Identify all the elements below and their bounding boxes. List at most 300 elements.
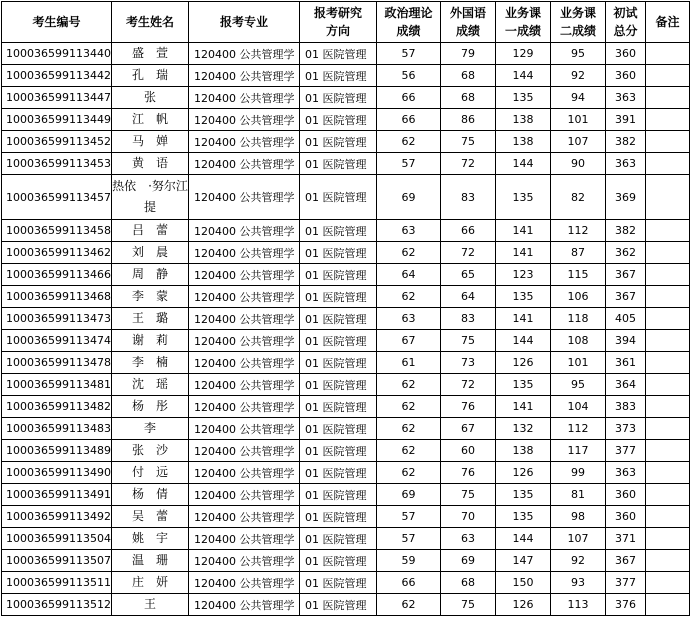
header-total <box>605 2 645 43</box>
politics-score: 62 <box>376 131 440 153</box>
table-row <box>2 550 690 572</box>
total-score: 363 <box>605 87 645 109</box>
candidate-name: 谢 莉 <box>111 330 188 352</box>
research-direction: 01 医院管理 <box>299 550 376 572</box>
course1-score: 132 <box>495 418 550 440</box>
candidate-name: 杨 彤 <box>111 396 188 418</box>
candidate-id: 100036599113453 <box>2 153 112 175</box>
remark <box>645 131 689 153</box>
remark <box>645 153 689 175</box>
politics-score: 62 <box>376 440 440 462</box>
major: 120400 公共管理学 <box>188 550 299 572</box>
candidate-id: 100036599113512 <box>2 594 112 616</box>
candidate-id: 100036599113482 <box>2 396 112 418</box>
foreign-language-score: 72 <box>440 374 495 396</box>
table-row <box>2 109 690 131</box>
candidate-name: 张 <box>111 87 188 109</box>
course1-score: 126 <box>495 352 550 374</box>
course1-score: 135 <box>495 175 550 220</box>
header-direction-line2: 方向 <box>325 24 350 38</box>
candidate-name: 李 <box>111 418 188 440</box>
candidate-id: 100036599113492 <box>2 506 112 528</box>
course2-score: 94 <box>550 87 605 109</box>
major: 120400 公共管理学 <box>188 175 299 220</box>
remark <box>645 87 689 109</box>
header-foreign-line2: 成绩 <box>455 24 480 38</box>
candidate-name: 江 帆 <box>111 109 188 131</box>
remark <box>645 396 689 418</box>
course2-score: 82 <box>550 175 605 220</box>
remark <box>645 374 689 396</box>
course1-score: 141 <box>495 220 550 242</box>
politics-score: 69 <box>376 484 440 506</box>
politics-score: 62 <box>376 374 440 396</box>
research-direction: 01 医院管理 <box>299 220 376 242</box>
course1-score: 135 <box>495 286 550 308</box>
total-score: 369 <box>605 175 645 220</box>
major: 120400 公共管理学 <box>188 418 299 440</box>
candidate-id: 100036599113511 <box>2 572 112 594</box>
major: 120400 公共管理学 <box>188 87 299 109</box>
course1-score: 141 <box>495 308 550 330</box>
remark <box>645 352 689 374</box>
candidate-name: 庄 妍 <box>111 572 188 594</box>
candidate-name: 杨 倩 <box>111 484 188 506</box>
research-direction: 01 医院管理 <box>299 396 376 418</box>
foreign-language-score: 75 <box>440 131 495 153</box>
foreign-language-score: 73 <box>440 352 495 374</box>
foreign-language-score: 69 <box>440 550 495 572</box>
total-score: 362 <box>605 242 645 264</box>
table-row <box>2 462 690 484</box>
table-row <box>2 484 690 506</box>
research-direction: 01 医院管理 <box>299 352 376 374</box>
major: 120400 公共管理学 <box>188 352 299 374</box>
total-score: 360 <box>605 506 645 528</box>
header-politics <box>376 2 440 43</box>
research-direction: 01 医院管理 <box>299 131 376 153</box>
research-direction: 01 医院管理 <box>299 462 376 484</box>
foreign-language-score: 75 <box>440 594 495 616</box>
major: 120400 公共管理学 <box>188 484 299 506</box>
course2-score: 99 <box>550 462 605 484</box>
header-direction <box>299 2 376 43</box>
table-row <box>2 374 690 396</box>
header-total-line2: 总分 <box>613 24 638 38</box>
total-score: 371 <box>605 528 645 550</box>
header-foreign <box>440 2 495 43</box>
course2-score: 87 <box>550 242 605 264</box>
major: 120400 公共管理学 <box>188 308 299 330</box>
total-score: 382 <box>605 131 645 153</box>
politics-score: 66 <box>376 87 440 109</box>
major: 120400 公共管理学 <box>188 264 299 286</box>
research-direction: 01 医院管理 <box>299 440 376 462</box>
research-direction: 01 医院管理 <box>299 506 376 528</box>
candidate-id: 100036599113442 <box>2 65 112 87</box>
table-row <box>2 153 690 175</box>
candidate-name: 马 婵 <box>111 131 188 153</box>
major: 120400 公共管理学 <box>188 131 299 153</box>
candidate-name: 黄 语 <box>111 153 188 175</box>
total-score: 376 <box>605 594 645 616</box>
candidate-id: 100036599113452 <box>2 131 112 153</box>
politics-score: 63 <box>376 220 440 242</box>
politics-score: 62 <box>376 396 440 418</box>
total-score: 367 <box>605 264 645 286</box>
foreign-language-score: 75 <box>440 330 495 352</box>
remark <box>645 550 689 572</box>
candidate-id: 100036599113490 <box>2 462 112 484</box>
remark <box>645 462 689 484</box>
candidate-name: 张 沙 <box>111 440 188 462</box>
remark <box>645 418 689 440</box>
total-score: 363 <box>605 153 645 175</box>
foreign-language-score: 64 <box>440 286 495 308</box>
course2-score: 107 <box>550 528 605 550</box>
course1-score: 138 <box>495 109 550 131</box>
candidate-name: 沈 瑶 <box>111 374 188 396</box>
course1-score: 144 <box>495 153 550 175</box>
total-score: 382 <box>605 220 645 242</box>
research-direction: 01 医院管理 <box>299 330 376 352</box>
course2-score: 104 <box>550 396 605 418</box>
header-course1-line1: 业务课 <box>504 6 541 20</box>
foreign-language-score: 72 <box>440 153 495 175</box>
major: 120400 公共管理学 <box>188 462 299 484</box>
course1-score: 126 <box>495 462 550 484</box>
candidate-name: 李 蒙 <box>111 286 188 308</box>
table-row <box>2 220 690 242</box>
total-score: 360 <box>605 65 645 87</box>
table-row <box>2 131 690 153</box>
research-direction: 01 医院管理 <box>299 242 376 264</box>
course2-score: 112 <box>550 418 605 440</box>
course1-score: 135 <box>495 87 550 109</box>
course2-score: 93 <box>550 572 605 594</box>
remark <box>645 43 689 65</box>
candidate-id: 100036599113473 <box>2 308 112 330</box>
course1-score: 135 <box>495 374 550 396</box>
table-row <box>2 65 690 87</box>
foreign-language-score: 63 <box>440 528 495 550</box>
header-course2-line2: 二成绩 <box>559 24 596 38</box>
major: 120400 公共管理学 <box>188 220 299 242</box>
course1-score: 138 <box>495 131 550 153</box>
politics-score: 57 <box>376 528 440 550</box>
foreign-language-score: 76 <box>440 462 495 484</box>
candidate-id: 100036599113481 <box>2 374 112 396</box>
table-row <box>2 352 690 374</box>
politics-score: 66 <box>376 572 440 594</box>
foreign-language-score: 60 <box>440 440 495 462</box>
table-row <box>2 308 690 330</box>
candidate-name: 王 <box>111 594 188 616</box>
table-row <box>2 43 690 65</box>
candidate-id: 100036599113449 <box>2 109 112 131</box>
remark <box>645 109 689 131</box>
total-score: 394 <box>605 330 645 352</box>
research-direction: 01 医院管理 <box>299 418 376 440</box>
foreign-language-score: 67 <box>440 418 495 440</box>
politics-score: 62 <box>376 242 440 264</box>
course2-score: 107 <box>550 131 605 153</box>
course2-score: 98 <box>550 506 605 528</box>
research-direction: 01 医院管理 <box>299 109 376 131</box>
total-score: 405 <box>605 308 645 330</box>
candidate-name: 姚 宇 <box>111 528 188 550</box>
foreign-language-score: 68 <box>440 65 495 87</box>
remark <box>645 65 689 87</box>
course1-score: 141 <box>495 396 550 418</box>
course2-score: 117 <box>550 440 605 462</box>
table-body <box>2 43 690 616</box>
remark <box>645 286 689 308</box>
table-row <box>2 264 690 286</box>
politics-score: 69 <box>376 175 440 220</box>
course1-score: 144 <box>495 65 550 87</box>
candidate-name: 李 楠 <box>111 352 188 374</box>
politics-score: 59 <box>376 550 440 572</box>
remark <box>645 242 689 264</box>
course2-score: 92 <box>550 550 605 572</box>
header-politics-line2: 成绩 <box>396 24 421 38</box>
major: 120400 公共管理学 <box>188 109 299 131</box>
header-major: 报考专业 <box>188 2 299 43</box>
course2-score: 112 <box>550 220 605 242</box>
research-direction: 01 医院管理 <box>299 572 376 594</box>
candidate-name: 盛 萱 <box>111 43 188 65</box>
candidate-name: 付 远 <box>111 462 188 484</box>
course1-score: 147 <box>495 550 550 572</box>
research-direction: 01 医院管理 <box>299 153 376 175</box>
foreign-language-score: 83 <box>440 175 495 220</box>
total-score: 383 <box>605 396 645 418</box>
table-row <box>2 175 690 220</box>
candidate-id: 100036599113458 <box>2 220 112 242</box>
course1-score: 123 <box>495 264 550 286</box>
major: 120400 公共管理学 <box>188 374 299 396</box>
remark <box>645 330 689 352</box>
research-direction: 01 医院管理 <box>299 594 376 616</box>
candidate-name: 刘 晨 <box>111 242 188 264</box>
candidate-id: 100036599113507 <box>2 550 112 572</box>
politics-score: 64 <box>376 264 440 286</box>
header-total-line1: 初试 <box>613 6 638 20</box>
total-score: 361 <box>605 352 645 374</box>
header-row <box>2 2 690 43</box>
remark <box>645 440 689 462</box>
course2-score: 101 <box>550 109 605 131</box>
table-row <box>2 418 690 440</box>
course1-score: 126 <box>495 594 550 616</box>
politics-score: 61 <box>376 352 440 374</box>
major: 120400 公共管理学 <box>188 440 299 462</box>
research-direction: 01 医院管理 <box>299 65 376 87</box>
table-row <box>2 330 690 352</box>
course1-score: 129 <box>495 43 550 65</box>
major: 120400 公共管理学 <box>188 242 299 264</box>
remark <box>645 484 689 506</box>
course2-score: 115 <box>550 264 605 286</box>
candidate-id: 100036599113489 <box>2 440 112 462</box>
foreign-language-score: 75 <box>440 484 495 506</box>
candidate-id: 100036599113440 <box>2 43 112 65</box>
politics-score: 62 <box>376 594 440 616</box>
foreign-language-score: 65 <box>440 264 495 286</box>
candidate-name: 温 珊 <box>111 550 188 572</box>
table-row <box>2 594 690 616</box>
candidate-id: 100036599113491 <box>2 484 112 506</box>
foreign-language-score: 72 <box>440 242 495 264</box>
remark <box>645 528 689 550</box>
scores-table <box>1 1 690 616</box>
course1-score: 150 <box>495 572 550 594</box>
course1-score: 138 <box>495 440 550 462</box>
candidate-id: 100036599113468 <box>2 286 112 308</box>
remark <box>645 572 689 594</box>
politics-score: 63 <box>376 308 440 330</box>
candidate-id: 100036599113504 <box>2 528 112 550</box>
header-politics-line1: 政治理论 <box>384 6 433 20</box>
total-score: 367 <box>605 286 645 308</box>
candidate-name: 吴 蕾 <box>111 506 188 528</box>
foreign-language-score: 79 <box>440 43 495 65</box>
remark <box>645 308 689 330</box>
table-row <box>2 242 690 264</box>
total-score: 377 <box>605 440 645 462</box>
header-foreign-line1: 外国语 <box>449 6 486 20</box>
course1-score: 135 <box>495 506 550 528</box>
header-course2 <box>550 2 605 43</box>
table-row <box>2 506 690 528</box>
major: 120400 公共管理学 <box>188 528 299 550</box>
header-course1 <box>495 2 550 43</box>
table-row <box>2 396 690 418</box>
politics-score: 62 <box>376 462 440 484</box>
foreign-language-score: 76 <box>440 396 495 418</box>
course1-score: 144 <box>495 528 550 550</box>
politics-score: 67 <box>376 330 440 352</box>
header-course2-line1: 业务课 <box>559 6 596 20</box>
politics-score: 57 <box>376 506 440 528</box>
course2-score: 101 <box>550 352 605 374</box>
foreign-language-score: 68 <box>440 572 495 594</box>
major: 120400 公共管理学 <box>188 572 299 594</box>
major: 120400 公共管理学 <box>188 43 299 65</box>
major: 120400 公共管理学 <box>188 506 299 528</box>
total-score: 360 <box>605 484 645 506</box>
candidate-id: 100036599113474 <box>2 330 112 352</box>
candidate-name: 孔 瑞 <box>111 65 188 87</box>
header-id: 考生编号 <box>2 2 112 43</box>
total-score: 360 <box>605 43 645 65</box>
total-score: 391 <box>605 109 645 131</box>
politics-score: 57 <box>376 43 440 65</box>
major: 120400 公共管理学 <box>188 396 299 418</box>
remark <box>645 264 689 286</box>
research-direction: 01 医院管理 <box>299 308 376 330</box>
header-remark: 备注 <box>645 2 689 43</box>
total-score: 363 <box>605 462 645 484</box>
header-course1-line2: 一成绩 <box>504 24 541 38</box>
politics-score: 62 <box>376 418 440 440</box>
course2-score: 106 <box>550 286 605 308</box>
politics-score: 62 <box>376 286 440 308</box>
header-direction-line1: 报考研究 <box>313 6 362 20</box>
research-direction: 01 医院管理 <box>299 484 376 506</box>
research-direction: 01 医院管理 <box>299 286 376 308</box>
remark <box>645 220 689 242</box>
major: 120400 公共管理学 <box>188 153 299 175</box>
foreign-language-score: 83 <box>440 308 495 330</box>
candidate-name: 王 璐 <box>111 308 188 330</box>
foreign-language-score: 70 <box>440 506 495 528</box>
politics-score: 57 <box>376 153 440 175</box>
course1-score: 144 <box>495 330 550 352</box>
course1-score: 141 <box>495 242 550 264</box>
candidate-name: 吕 蕾 <box>111 220 188 242</box>
header-name: 考生姓名 <box>111 2 188 43</box>
candidate-id: 100036599113462 <box>2 242 112 264</box>
course2-score: 118 <box>550 308 605 330</box>
course2-score: 108 <box>550 330 605 352</box>
table-row <box>2 440 690 462</box>
candidate-id: 100036599113466 <box>2 264 112 286</box>
research-direction: 01 医院管理 <box>299 87 376 109</box>
remark <box>645 594 689 616</box>
candidate-id: 100036599113457 <box>2 175 112 220</box>
major: 120400 公共管理学 <box>188 286 299 308</box>
politics-score: 66 <box>376 109 440 131</box>
total-score: 377 <box>605 572 645 594</box>
total-score: 364 <box>605 374 645 396</box>
research-direction: 01 医院管理 <box>299 374 376 396</box>
foreign-language-score: 66 <box>440 220 495 242</box>
candidate-id: 100036599113483 <box>2 418 112 440</box>
remark <box>645 506 689 528</box>
course2-score: 90 <box>550 153 605 175</box>
research-direction: 01 医院管理 <box>299 43 376 65</box>
remark <box>645 175 689 220</box>
course2-score: 95 <box>550 43 605 65</box>
major: 120400 公共管理学 <box>188 65 299 87</box>
course2-score: 92 <box>550 65 605 87</box>
course2-score: 95 <box>550 374 605 396</box>
course2-score: 113 <box>550 594 605 616</box>
course1-score: 135 <box>495 484 550 506</box>
politics-score: 56 <box>376 65 440 87</box>
candidate-name: 周 静 <box>111 264 188 286</box>
total-score: 367 <box>605 550 645 572</box>
foreign-language-score: 86 <box>440 109 495 131</box>
major: 120400 公共管理学 <box>188 330 299 352</box>
foreign-language-score: 68 <box>440 87 495 109</box>
total-score: 373 <box>605 418 645 440</box>
candidate-id: 100036599113447 <box>2 87 112 109</box>
candidate-id: 100036599113478 <box>2 352 112 374</box>
course2-score: 81 <box>550 484 605 506</box>
research-direction: 01 医院管理 <box>299 264 376 286</box>
research-direction: 01 医院管理 <box>299 528 376 550</box>
candidate-name: 热依 ·努尔江 提 <box>111 175 188 220</box>
research-direction: 01 医院管理 <box>299 175 376 220</box>
table-row <box>2 528 690 550</box>
table-row <box>2 572 690 594</box>
table-row <box>2 286 690 308</box>
major: 120400 公共管理学 <box>188 594 299 616</box>
table-row <box>2 87 690 109</box>
